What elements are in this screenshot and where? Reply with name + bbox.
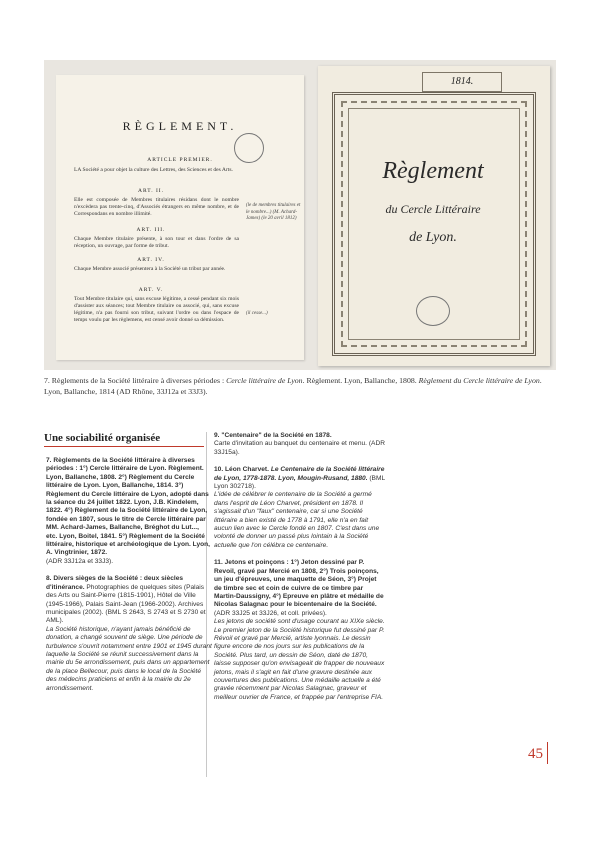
art2-text: Elle est composée de Membres titulaires résidans dont le nombre n'excèdera pas trente-cinq, d'Associés étrangers en même nombre, et de Correspondans en nombre illimité. (74, 197, 239, 217)
figure-caption: 7. Règlements de la Société littéraire à diverses périodes : Cercle littéraire de Lyon. Règlement. Lyon, Ballanche, 1808. Règlement du Cercle littéraire de Lyon. Lyon, Ballanche, 1814 (AD Rhône, 33J12a et 33J3). (44, 376, 542, 396)
archive-stamp-icon (234, 133, 264, 163)
art5-heading: ART. V. (138, 287, 164, 293)
reglement-title: RÈGLEMENT. (122, 119, 238, 133)
art4-heading: ART. IV. (137, 257, 165, 263)
art5-text: Tout Membre titulaire qui, sans excuse légitime, a cessé pendant six mois d'assister aux séances; tout Membre titulaire ou associé, qui, sans excuse légitime, n'a pas fourni son tribut, suivant l'ordre ou dans l'espace de temps voulu par les règlemens, est censé avoir donné sa démission. (74, 296, 239, 323)
article1-text: LA Société a pour objet la culture des Lettres, des Sciences et des Arts. (74, 167, 233, 173)
entry-10: 10. Léon Charvet. Le Centenaire de la Société littéraire de Lyon, 1778-1878. Lyon, Mougin-Rusand, 1880. (BML Lyon 302718). L'idée de célébrer le centenaire de la Société a germé dans l'esprit de Léon Charvet, président en 1878. Il s'agissait d'un "faux" centenaire, car si une Société littéraire a bien existé de 1778 à 1791, elle n'a en fait aucun lien avec le Cercle fondé en 1807. C'est dans une volonté de donner un passé plus lointain à la Société actuelle que l'on célébra ce centenaire. (214, 466, 385, 549)
entry-7: 7. Règlements de la Société littéraire à diverses périodes : 1°) Cercle littéraire de Lyon. Règlement. Lyon, Ballanche, 1808. 2°) Règlement du Cercle littéraire de Lyon. Lyon, Ballanche, 1814. 3°) Règlement du Cercle littéraire de Lyon, adopté dans la séance du 24 juillet 1822. Lyon, J.B. Kindelem, 1822. 4°) Règlement de la Société littéraire de Lyon, fondée en 1807, sous le titre de Cercle littéraire par MM. Achard-James, Ballanche, Bréghot du Lut..., etc. Lyon, Boitel, 1841. 5°) Règlement de la Société littéraire, historique et archéologique de Lyon. Lyon, A. Vingtrinier, 1872. (ADR 33J12a et 33J3). (46, 457, 211, 565)
article-premier-heading: ARTICLE PREMIER. (147, 157, 213, 163)
art3-text: Chaque Membre titulaire présente, à son tour et dans l'ordre de sa réception, un ouvrage, par forme de tribut. (74, 236, 239, 249)
right-column (214, 432, 386, 711)
manuscript-title-line3: de Lyon. (409, 230, 457, 245)
art2-heading: ART. II. (137, 188, 165, 194)
date-label: 1814. (422, 72, 502, 92)
entry-8: 8. Divers sièges de la Société : deux siècles d'itinérance. Photographies de quelques sites (Palais des Arts ou Saint-Pierre (1815-1901), Hôtel de Ville (1945-1966), Palais Saint-Jean (1966-2002). Archives municipales (2002). (BML S 2643, S 2743 et S 2730 et AML). La Société historique, n'ayant jamais bénéficié de donation, a changé souvent de siège. Une période de turbulence s'ouvrit notamment entre 1901 et 1945 durant laquelle la Société se réunit successivement dans la mairie du 5e arrondissement, puis dans un appartement de la place Bellecour, puis dans le local de la Société des médecins praticiens et enfin à la mairie du 2e arrondissement. (46, 575, 212, 692)
page-number: 45 (528, 746, 543, 762)
art4-text: Chaque Membre associé présentera à la Société un tribut par année. (74, 266, 226, 272)
left-column (46, 457, 212, 702)
archive-stamp-icon (416, 296, 450, 326)
page-number-rule (547, 742, 548, 764)
handwritten-note: (le de membres titulaires et le nombre...) (M. Achard-James) (le 20 avril 1812) (246, 203, 301, 221)
reglement-1808-document (56, 75, 304, 360)
section-title: Une sociabilité organisée (44, 432, 161, 444)
section-rule (44, 446, 204, 447)
handwritten-note: (il cesse...) (246, 311, 268, 316)
art3-heading: ART. III. (136, 227, 166, 233)
manuscript-title-line1: Règlement (382, 158, 484, 184)
entry-9: 9. "Centenaire" de la Société en 1878. Carte d'invitation au banquet du centenaire et menu. (ADR 33J15a). (214, 432, 385, 456)
manuscript-title-line2: du Cercle Littéraire (385, 202, 481, 216)
reglement-1814-document (318, 66, 550, 366)
entry-11: 11. Jetons et poinçons : 1°) Jeton dessiné par P. Revoil, gravé par Mercié en 1808, 2°) Trois poinçons, un jeu d'épreuves, une maquette de Séon, 3°) Projet de timbre sec et coin de cuivre de ce timbre par Martin-Daussigny, 4°) Epreuve en plâtre et médaille de Nicolas Salagnac pour le bicentenaire de la Société. (ADR 33J25 et 33J26, et coll. privées). Les jetons de société sont d'usage courant au XIXe siècle. Le premier jeton de la Société historique fut dessiné par P. Révoil et gravé par Mercié, artiste lyonnais. Le dessin figure encore de nos jours sur les publications de la Société. Plus tard, un dessin de Séon, daté de 1870, laisse supposer qu'on envisageait de frapper de nouveaux jetons, mais il s'agit en fait d'une gravure destinée aux couvertures des publications. Une médaille actuelle a été gravée récemment par Nicolas Salagnac, graveur et meilleur ouvrier de France, et frappée par l'entreprise FIA. (214, 559, 385, 701)
